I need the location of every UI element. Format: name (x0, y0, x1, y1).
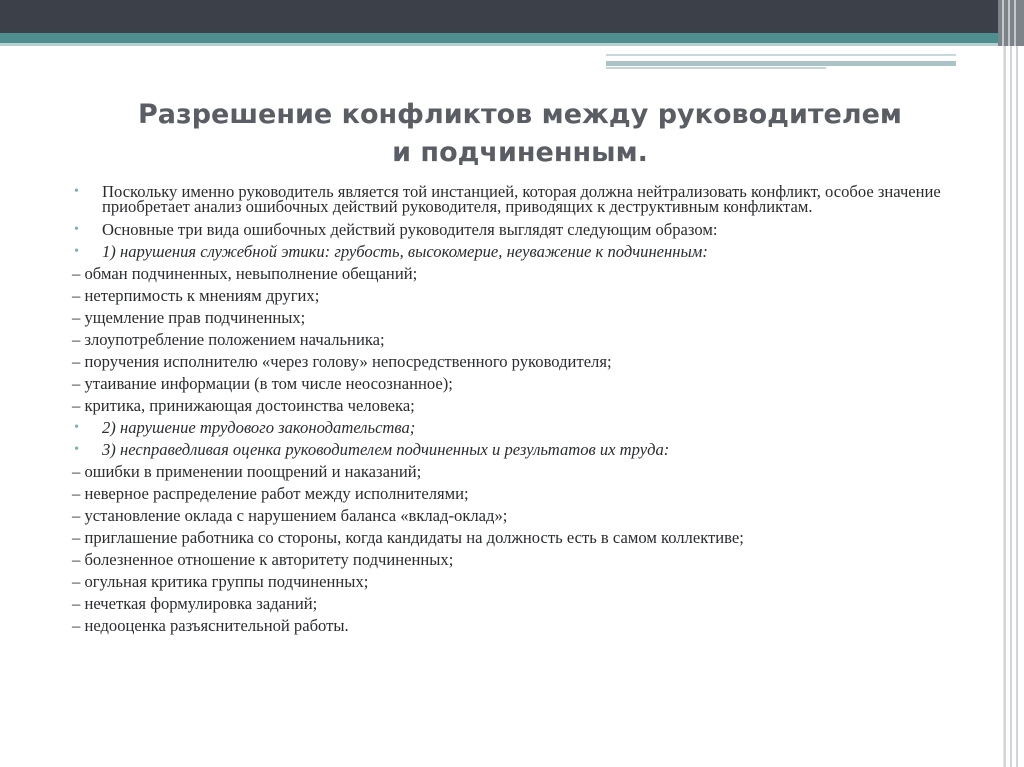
group3-heading (72, 439, 972, 461)
list-item: – недооценка разъяснительной работы. (72, 616, 349, 635)
list-item: – ущемление прав подчиненных; (72, 308, 306, 327)
list-item: – ошибки в применении поощрений и наказаний; (72, 462, 422, 481)
list-item: – критика, принижающая достоинства человека; (72, 396, 415, 415)
decorative-line (606, 54, 956, 56)
intro-paragraph (72, 184, 972, 214)
list-item: – поручения исполнителю «через голову» непосредственного руководителя; (72, 352, 612, 371)
group2-heading (72, 417, 972, 439)
title-line-2: и подчиненным. (392, 137, 648, 168)
top-dark-band (0, 0, 1024, 33)
group3-heading-text: 3) несправедливая оценка руководителем подчиненных и результатов их труда: (102, 440, 670, 459)
right-decorative-bars (998, 0, 1024, 767)
slide-body (72, 184, 972, 637)
top-teal-band (0, 33, 1024, 43)
bullet-icon: • (74, 244, 79, 259)
title-line-1: Разрешение конфликтов между руководителем (138, 99, 902, 130)
top-light-band (0, 43, 1024, 46)
main-statement (72, 219, 972, 241)
intro-text: Поскольку именно руководитель является той инстанцией, которая должна нейтрализовать конфликт, особое значение приобретает анализ ошибочных действий руководителя, приводящих к деструктивным конфликтам. (102, 182, 941, 216)
list-item: – нетерпимость к мнениям других; (72, 286, 320, 305)
group2-heading-text: 2) нарушение трудового законодательства; (102, 418, 416, 437)
list-item: – нечеткая формулировка заданий; (72, 594, 318, 613)
bullet-icon: • (74, 184, 79, 199)
decorative-line (606, 67, 826, 69)
list-item: – обман подчиненных, невыполнение обещаний; (72, 264, 418, 283)
bullet-icon: • (74, 420, 79, 435)
bullet-icon: • (74, 222, 79, 237)
list-item: – приглашение работника со стороны, когда кандидаты на должность есть в самом коллективе; (72, 528, 744, 547)
list-item: – огульная критика группы подчиненных; (72, 572, 369, 591)
list-item: – утаивание информации (в том числе неосознанное); (72, 374, 453, 393)
decorative-line (606, 61, 956, 66)
corner-decoration (998, 0, 1024, 46)
list-item: – установление оклада с нарушением баланса «вклад-оклад»; (72, 506, 508, 525)
list-item: – неверное распределение работ между исполнителями; (72, 484, 469, 503)
list-item: – болезненное отношение к авторитету подчиненных; (72, 550, 454, 569)
list-item: – злоупотребление положением начальника; (72, 330, 385, 349)
bullet-icon: • (74, 442, 79, 457)
group1-heading-text: 1) нарушения служебной этики: грубость, высокомерие, неуважение к подчиненным: (102, 242, 708, 261)
main-statement-text: Основные три вида ошибочных действий руководителя выглядят следующим образом: (102, 220, 718, 239)
slide-title (100, 96, 940, 172)
group1-heading (72, 241, 972, 263)
